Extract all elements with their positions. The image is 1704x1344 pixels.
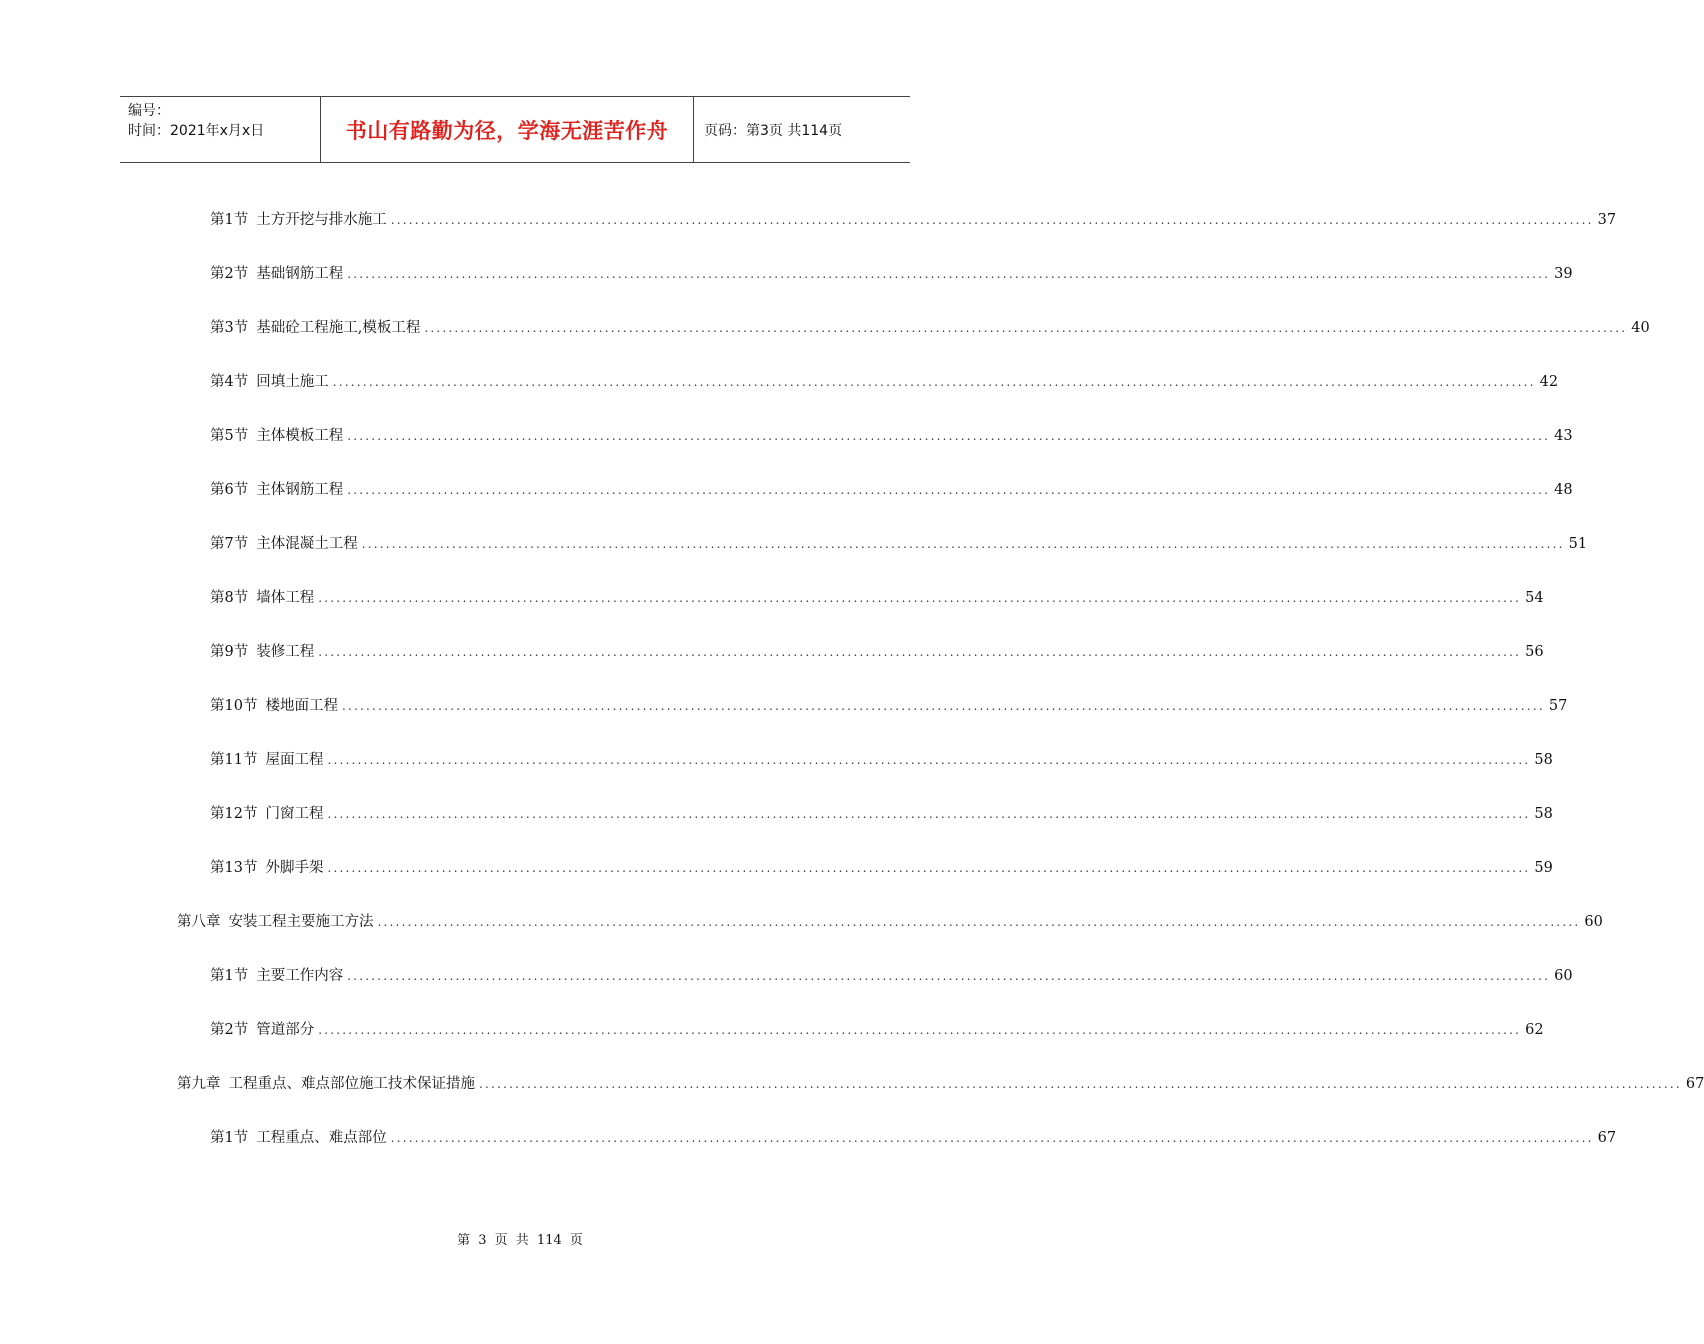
toc-dot-leader: ........................................................................................................................................................................................................	[327, 861, 1531, 875]
toc-entry-title: 管道部分	[256, 1022, 315, 1038]
toc-entry-number: 第1节	[210, 212, 249, 228]
toc-dot-leader: ........................................................................................................................................................................................................	[479, 1077, 1682, 1091]
toc-entry-number: 第5节	[210, 428, 249, 444]
toc-dot-leader: ........................................................................................................................................................................................................	[327, 753, 1531, 767]
toc-entry-title: 门窗工程	[265, 806, 324, 822]
toc-entry-title: 基础砼工程施工,模板工程	[256, 320, 421, 336]
toc-entry-title: 主体钢筋工程	[256, 482, 344, 498]
toc-entry-page: 67	[1685, 1076, 1704, 1092]
toc-section-entry[interactable]	[210, 370, 1559, 390]
toc-entry-page: 56	[1525, 644, 1544, 660]
toc-entry-page: 59	[1534, 860, 1553, 876]
header-motto: 书山有路勤为径，学海无涯苦作舟	[321, 97, 694, 162]
toc-section-entry[interactable]	[210, 856, 1553, 876]
toc-dot-leader: ........................................................................................................................................................................................................	[318, 591, 1522, 605]
toc-entry-title: 墙体工程	[256, 590, 315, 606]
toc-dot-leader: ........................................................................................................................................................................................................	[347, 267, 1551, 281]
toc-entry-title: 土方开挖与排水施工	[256, 212, 387, 228]
toc-entry-number: 第3节	[210, 320, 249, 336]
toc-entry-page: 60	[1554, 968, 1573, 984]
toc-dot-leader: ........................................................................................................................................................................................................	[390, 213, 1594, 227]
toc-entry-page: 37	[1597, 212, 1617, 228]
toc-dot-leader: ........................................................................................................................................................................................................	[347, 429, 1551, 443]
toc-entry-title: 屋面工程	[265, 752, 324, 768]
toc-section-entry[interactable]	[210, 964, 1573, 984]
toc-entry-number: 第10节	[210, 698, 258, 714]
toc-section-entry[interactable]	[210, 478, 1573, 498]
toc-section-entry[interactable]	[210, 424, 1573, 444]
toc-entry-title: 主体混凝土工程	[256, 536, 358, 552]
toc-section-entry[interactable]	[210, 802, 1553, 822]
toc-entry-page: 43	[1554, 428, 1573, 444]
toc-entry-title: 楼地面工程	[265, 698, 338, 714]
toc-entry-page: 48	[1554, 482, 1573, 498]
toc-entry-number: 第8节	[210, 590, 249, 606]
toc-entry-title: 工程重点、难点部位	[256, 1130, 387, 1146]
toc-entry-number: 第12节	[210, 806, 258, 822]
toc-entry-page: 62	[1525, 1022, 1544, 1038]
toc-entry-title: 安装工程主要施工方法	[228, 914, 374, 930]
toc-entry-page: 58	[1534, 806, 1553, 822]
toc-dot-leader: ........................................................................................................................................................................................................	[318, 1023, 1522, 1037]
toc-entry-number: 第1节	[210, 1130, 249, 1146]
toc-chapter-entry[interactable]	[177, 1072, 1704, 1092]
toc-section-entry[interactable]	[210, 748, 1553, 768]
toc-entry-page: 60	[1584, 914, 1603, 930]
toc-entry-number: 第4节	[210, 374, 249, 390]
toc-section-entry[interactable]	[210, 640, 1544, 660]
toc-entry-number: 第7节	[210, 536, 249, 552]
toc-dot-leader: ........................................................................................................................................................................................................	[361, 537, 1565, 551]
toc-section-entry[interactable]	[210, 208, 1617, 228]
toc-chapter-entry[interactable]	[177, 910, 1603, 930]
toc-section-entry[interactable]	[210, 316, 1650, 336]
toc-dot-leader: ........................................................................................................................................................................................................	[341, 699, 1545, 713]
toc-dot-leader: ........................................................................................................................................................................................................	[332, 375, 1536, 389]
toc-section-entry[interactable]	[210, 532, 1588, 552]
toc-entry-page: 58	[1534, 752, 1553, 768]
toc-dot-leader: ........................................................................................................................................................................................................	[347, 969, 1551, 983]
page-footer: 第 3 页 共 114 页	[457, 1233, 583, 1248]
number-label: 编号：	[128, 103, 170, 119]
toc-entry-number: 第13节	[210, 860, 258, 876]
toc-entry-page: 40	[1631, 320, 1650, 336]
toc-section-entry[interactable]	[210, 694, 1568, 714]
toc-entry-page: 39	[1554, 266, 1573, 282]
toc-entry-title: 主要工作内容	[256, 968, 344, 984]
toc-entry-title: 工程重点、难点部位施工技术保证措施	[228, 1076, 475, 1092]
page-header	[120, 96, 910, 163]
toc-entry-number: 第2节	[210, 266, 249, 282]
toc-entry-page: 67	[1597, 1130, 1617, 1146]
toc-entry-number: 第九章	[177, 1076, 221, 1092]
toc-entry-number: 第八章	[177, 914, 221, 930]
toc-entry-number: 第2节	[210, 1022, 249, 1038]
toc-dot-leader: ........................................................................................................................................................................................................	[318, 645, 1522, 659]
toc-section-entry[interactable]	[210, 262, 1573, 282]
toc-entry-number: 第1节	[210, 968, 249, 984]
toc-entry-title: 装修工程	[256, 644, 315, 660]
toc-dot-leader: ........................................................................................................................................................................................................	[347, 483, 1551, 497]
toc-section-entry[interactable]	[210, 1018, 1544, 1038]
toc-entry-title: 外脚手架	[265, 860, 324, 876]
toc-entry-title: 基础钢筋工程	[256, 266, 344, 282]
toc-entry-title: 回填土施工	[256, 374, 329, 390]
toc-dot-leader: ........................................................................................................................................................................................................	[424, 321, 1628, 335]
time-label: 时间：2021年x月x日	[128, 123, 265, 139]
toc-entry-number: 第11节	[210, 752, 258, 768]
toc-dot-leader: ........................................................................................................................................................................................................	[390, 1131, 1594, 1145]
toc-entry-page: 54	[1525, 590, 1544, 606]
toc-entry-page: 57	[1548, 698, 1568, 714]
header-meta	[120, 97, 321, 162]
toc-section-entry[interactable]	[210, 586, 1544, 606]
header-page-info: 页码：第3页 共114页	[704, 122, 843, 139]
toc-entry-page: 42	[1539, 374, 1559, 390]
toc-entry-title: 主体模板工程	[256, 428, 344, 444]
toc-entry-number: 第9节	[210, 644, 249, 660]
toc-section-entry[interactable]	[210, 1126, 1617, 1146]
toc-dot-leader: ........................................................................................................................................................................................................	[327, 807, 1531, 821]
toc-dot-leader: ........................................................................................................................................................................................................	[377, 915, 1581, 929]
toc-entry-page: 51	[1568, 536, 1588, 552]
toc-entry-number: 第6节	[210, 482, 249, 498]
